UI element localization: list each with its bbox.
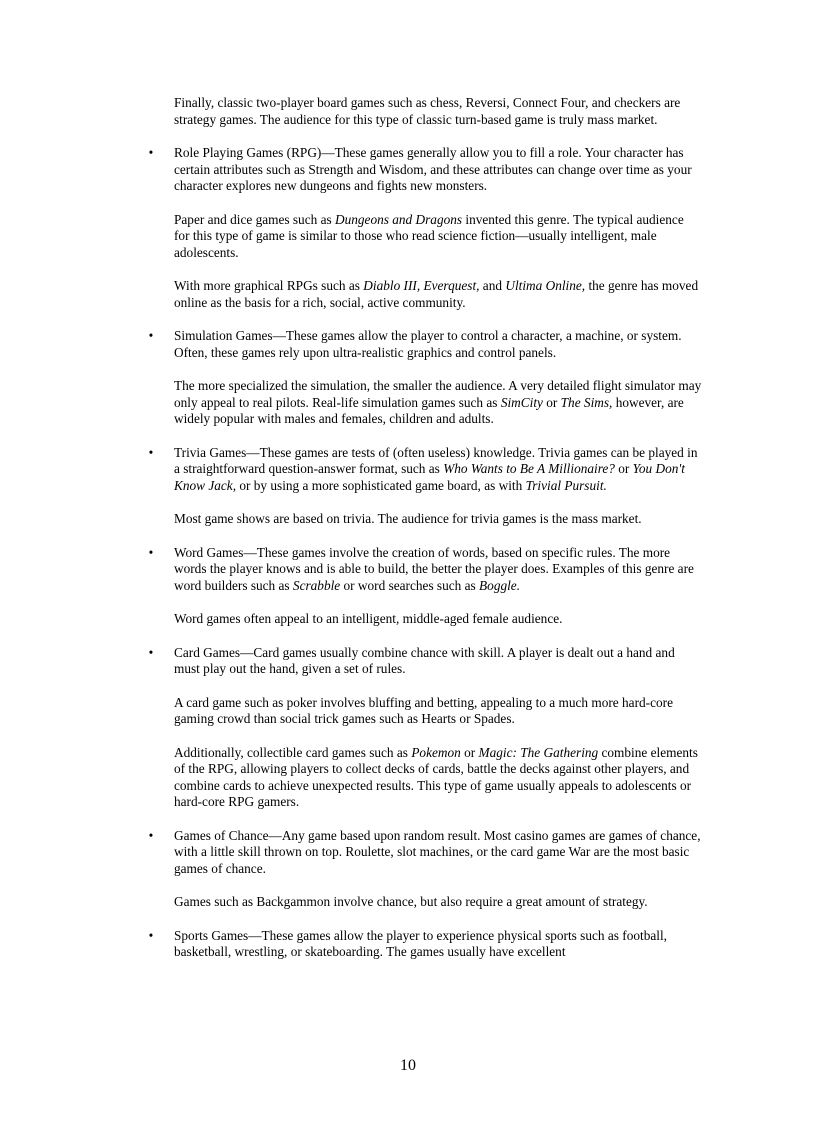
bullet-icon: • <box>148 544 154 560</box>
rpg-paragraph-2: With more graphical RPGs such as Diablo III, Everquest, and Ultima Online, the genre has moved online as the basis for a rich, social, active community. <box>174 278 699 310</box>
simulation-paragraph-1: The more specialized the simulation, the smaller the audience. A very detailed flight simulator may only appeal to real pilots. Real-life simulation games such as SimCity or The Sims, however, are widely popular with males and females, children and adults. <box>174 378 702 426</box>
trivia-paragraph-1: Most game shows are based on trivia. The audience for trivia games is the mass market. <box>174 511 642 526</box>
chance-paragraph-1: Games such as Backgammon involve chance, but also require a great amount of strategy. <box>174 894 648 909</box>
bullet-icon: • <box>148 328 154 343</box>
list-item-sports <box>148 927 702 961</box>
list-item-simulation <box>148 328 702 428</box>
list-item-word <box>148 544 702 628</box>
list-item-chance <box>148 827 702 911</box>
bullet-icon: • <box>148 927 154 943</box>
list-item-card <box>148 644 702 811</box>
list-item-rpg <box>148 145 702 311</box>
chance-main: Games of Chance—Any game based upon random result. Most casino games are games of chance, with a little skill thrown on top. Roulette, slot machines, or the card game War are the most basic games of chance. <box>174 827 701 876</box>
simulation-main: Simulation Games—These games allow the player to control a character, a machine, or system. Often, these games rely upon ultra-realistic graphics and control panels. <box>174 328 682 360</box>
bullet-icon: • <box>148 827 154 843</box>
intro-paragraph: Finally, classic two-player board games such as chess, Reversi, Connect Four, and checkers are strategy games. The audience for this type of classic turn-based game is truly mass market. <box>174 95 681 127</box>
word-paragraph-1: Word games often appeal to an intelligent, middle-aged female audience. <box>174 611 563 626</box>
card-paragraph-1: A card game such as poker involves bluffing and betting, appealing to a much more hard-core gaming crowd than social trick games such as Hearts or Spades. <box>174 694 673 726</box>
rpg-main: Role Playing Games (RPG)—These games generally allow you to fill a role. Your character has certain attributes such as Strength and Wisdom, and these attributes can change over time as your character explores new dungeons and fights new monsters. <box>174 145 692 193</box>
list-item-trivia <box>148 444 702 528</box>
bullet-icon: • <box>148 644 154 660</box>
page-content <box>148 95 702 961</box>
bullet-icon: • <box>148 145 154 160</box>
rpg-paragraph-1: Paper and dice games such as Dungeons and Dragons invented this genre. The typical audience for this type of game is similar to those who read science fiction—usually intelligent, male adolescents. <box>174 211 684 260</box>
trivia-main: Trivia Games—These games are tests of (often useless) knowledge. Trivia games can be played in a straightforward question-answer format, such as Who Wants to Be A Millionaire? or You Don't Know Jack, or by using a more sophisticated game board, as with Trivial Pursuit. <box>174 444 698 493</box>
bullet-icon: • <box>148 444 154 460</box>
card-paragraph-2: Additionally, collectible card games such as Pokemon or Magic: The Gathering combine elements of the RPG, allowing players to collect decks of cards, battle the decks against other players, and combine cards to achieve unexpected results. This type of game usually appeals to adolescents or hard-core RPG gamers. <box>174 744 698 809</box>
word-main: Word Games—These games involve the creation of words, based on specific rules. The more words the player knows and is able to build, the better the player does. Examples of this genre are word builders such as Scrabble or word searches such as Boggle. <box>174 544 694 593</box>
page-number: 10 <box>400 1057 416 1074</box>
card-main: Card Games—Card games usually combine chance with skill. A player is dealt out a hand and must play out the hand, given a set of rules. <box>174 644 675 676</box>
sports-main: Sports Games—These games allow the player to experience physical sports such as football, basketball, wrestling, or skateboarding. The games usually have excellent <box>174 927 667 959</box>
